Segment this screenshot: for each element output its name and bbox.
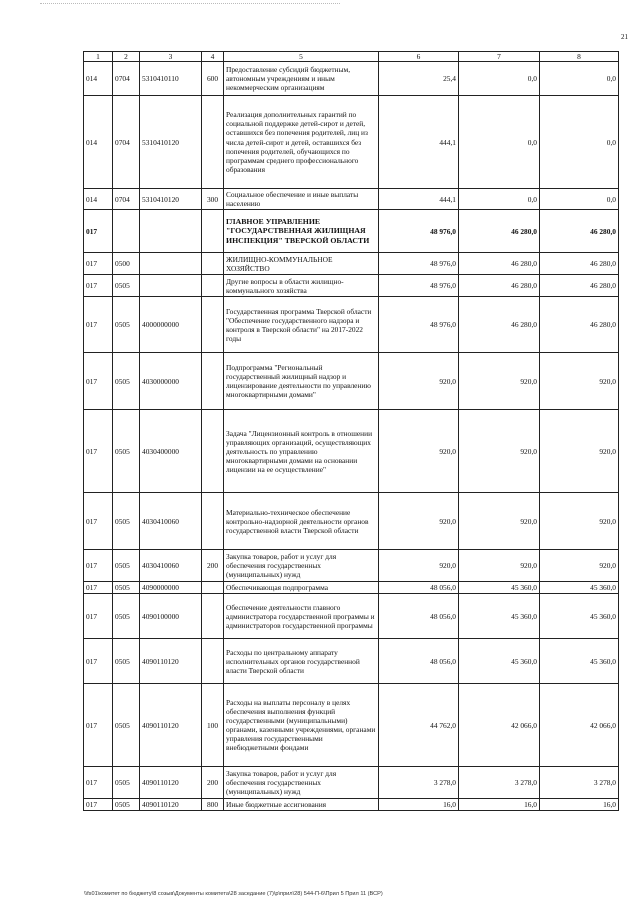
- amount-col7-cell: 45 360,0: [459, 582, 540, 594]
- table-header-row: [84, 52, 619, 62]
- admin-code-cell: 017: [84, 639, 113, 684]
- article-code-cell: [140, 275, 202, 297]
- section-code-cell: 0505: [113, 353, 140, 410]
- article-code-cell: 4000000000: [140, 297, 202, 353]
- section-code-cell: 0505: [113, 297, 140, 353]
- admin-code-cell: 017: [84, 550, 113, 582]
- admin-code-cell: 014: [84, 96, 113, 189]
- expense-type-cell: [202, 275, 224, 297]
- expense-type-cell: [202, 493, 224, 550]
- article-code-cell: 5310410110: [140, 62, 202, 96]
- column-header-5: 5: [224, 52, 379, 62]
- admin-code-cell: 017: [84, 493, 113, 550]
- amount-col8-cell: 3 278,0: [540, 767, 619, 799]
- item-name-cell: Социальное обеспечение и иные выплаты населению: [224, 189, 379, 210]
- scan-artifact-line: [40, 3, 340, 5]
- expense-type-cell: [202, 582, 224, 594]
- page-number: 21: [621, 33, 628, 41]
- table-row: [84, 799, 619, 811]
- item-name-cell: Подпрограмма "Региональный государственный жилищный надзор и лицензирование деятельности по управлению многоквартирными домами": [224, 353, 379, 410]
- column-header-8: 8: [540, 52, 619, 62]
- amount-col8-cell: 45 360,0: [540, 594, 619, 639]
- item-name-cell: Обеспечение деятельности главного администратора государственной программы и администраторов государственной программы: [224, 594, 379, 639]
- table-row: [84, 639, 619, 684]
- admin-code-cell: 017: [84, 275, 113, 297]
- amount-col8-cell: 0,0: [540, 189, 619, 210]
- table-body: [84, 62, 619, 811]
- admin-code-cell: 017: [84, 582, 113, 594]
- expense-type-cell: [202, 353, 224, 410]
- section-code-cell: 0505: [113, 594, 140, 639]
- amount-col7-cell: 920,0: [459, 550, 540, 582]
- amount-col8-cell: 46 280,0: [540, 210, 619, 253]
- section-code-cell: 0505: [113, 767, 140, 799]
- column-header-3: 3: [140, 52, 202, 62]
- table-row: [84, 96, 619, 189]
- column-header-2: 2: [113, 52, 140, 62]
- amount-col6-cell: 920,0: [379, 410, 459, 493]
- article-code-cell: 4030410060: [140, 493, 202, 550]
- amount-col7-cell: 0,0: [459, 189, 540, 210]
- section-code-cell: 0505: [113, 684, 140, 767]
- article-code-cell: 5310410120: [140, 96, 202, 189]
- item-name-cell: Предоставление субсидий бюджетным, автономным учреждениям и иным некоммерческим организациям: [224, 62, 379, 96]
- table-row: [84, 410, 619, 493]
- table-row: [84, 62, 619, 96]
- item-name-cell: Иные бюджетные ассигнования: [224, 799, 379, 811]
- section-code-cell: 0505: [113, 582, 140, 594]
- expense-type-cell: 300: [202, 189, 224, 210]
- item-name-cell: Расходы по центральному аппарату исполнительных органов государственной власти Тверской области: [224, 639, 379, 684]
- expense-type-cell: [202, 594, 224, 639]
- expense-type-cell: 600: [202, 62, 224, 96]
- file-path-footer: \\fs01\комитет по бюджету\8 созыв\Документы комитета\28 заседание (7)\р\прил\28) 544-П-6\Прил 5 Прил 11 (ВСР): [84, 891, 383, 897]
- amount-col6-cell: 48 976,0: [379, 253, 459, 275]
- admin-code-cell: 014: [84, 62, 113, 96]
- amount-col6-cell: 444,1: [379, 189, 459, 210]
- section-code-cell: 0505: [113, 799, 140, 811]
- amount-col7-cell: 3 278,0: [459, 767, 540, 799]
- table-row: [84, 684, 619, 767]
- amount-col6-cell: 44 762,0: [379, 684, 459, 767]
- item-name-cell: Реализация дополнительных гарантий по социальной поддержке детей-сирот и детей, оставшихся без попечения родителей, лиц из числа детей-сирот и детей, оставшихся без попечения родителей, обучающихся по программам среднего профессионального образования: [224, 96, 379, 189]
- section-code-cell: [113, 210, 140, 253]
- amount-col8-cell: 42 066,0: [540, 684, 619, 767]
- expense-type-cell: 800: [202, 799, 224, 811]
- amount-col7-cell: 16,0: [459, 799, 540, 811]
- amount-col8-cell: 920,0: [540, 410, 619, 493]
- amount-col8-cell: 46 280,0: [540, 275, 619, 297]
- expense-type-cell: 200: [202, 550, 224, 582]
- section-code-cell: 0500: [113, 253, 140, 275]
- amount-col8-cell: 0,0: [540, 62, 619, 96]
- table-row: [84, 210, 619, 253]
- article-code-cell: 4090100000: [140, 594, 202, 639]
- section-code-cell: 0505: [113, 639, 140, 684]
- expense-type-cell: [202, 253, 224, 275]
- amount-col7-cell: 920,0: [459, 410, 540, 493]
- admin-code-cell: 017: [84, 210, 113, 253]
- article-code-cell: 4090000000: [140, 582, 202, 594]
- expense-type-cell: 100: [202, 684, 224, 767]
- article-code-cell: 4030400000: [140, 410, 202, 493]
- article-code-cell: 4090110120: [140, 799, 202, 811]
- table-row: [84, 275, 619, 297]
- expense-type-cell: [202, 639, 224, 684]
- item-name-cell: Расходы на выплаты персоналу в целях обеспечения выполнения функций государственными (муниципальными) органами, казенными учреждениями, органами управления государственными внебюджетными фондами: [224, 684, 379, 767]
- admin-code-cell: 017: [84, 767, 113, 799]
- section-code-cell: 0704: [113, 96, 140, 189]
- amount-col7-cell: 46 280,0: [459, 253, 540, 275]
- amount-col6-cell: 920,0: [379, 493, 459, 550]
- amount-col8-cell: 0,0: [540, 96, 619, 189]
- article-code-cell: [140, 210, 202, 253]
- amount-col8-cell: 920,0: [540, 550, 619, 582]
- amount-col7-cell: 0,0: [459, 62, 540, 96]
- amount-col6-cell: 48 976,0: [379, 297, 459, 353]
- admin-code-cell: 017: [84, 297, 113, 353]
- amount-col7-cell: 46 280,0: [459, 275, 540, 297]
- expense-type-cell: [202, 210, 224, 253]
- table-row: [84, 253, 619, 275]
- section-code-cell: 0505: [113, 550, 140, 582]
- amount-col6-cell: 48 056,0: [379, 582, 459, 594]
- expense-type-cell: 200: [202, 767, 224, 799]
- expense-type-cell: [202, 297, 224, 353]
- article-code-cell: 4030000000: [140, 353, 202, 410]
- section-code-cell: 0505: [113, 275, 140, 297]
- article-code-cell: 4090110120: [140, 684, 202, 767]
- amount-col6-cell: 48 976,0: [379, 275, 459, 297]
- item-name-cell: Обеспечивающая подпрограмма: [224, 582, 379, 594]
- item-name-cell: Другие вопросы в области жилищно-коммунального хозяйства: [224, 275, 379, 297]
- article-code-cell: 4090110120: [140, 767, 202, 799]
- amount-col7-cell: 45 360,0: [459, 594, 540, 639]
- item-name-cell: Закупка товаров, работ и услуг для обеспечения государственных (муниципальных) нужд: [224, 550, 379, 582]
- item-name-cell: Задача "Лицензионный контроль в отношении управляющих организаций, осуществляющих деятельность по управлению многоквартирными домами на основании лицензии на ее осуществление": [224, 410, 379, 493]
- admin-code-cell: 014: [84, 189, 113, 210]
- amount-col7-cell: 46 280,0: [459, 210, 540, 253]
- amount-col6-cell: 444,1: [379, 96, 459, 189]
- table-row: [84, 493, 619, 550]
- table-row: [84, 550, 619, 582]
- expense-type-cell: [202, 96, 224, 189]
- amount-col8-cell: 46 280,0: [540, 253, 619, 275]
- column-header-1: 1: [84, 52, 113, 62]
- admin-code-cell: 017: [84, 684, 113, 767]
- table-row: [84, 767, 619, 799]
- column-header-7: 7: [459, 52, 540, 62]
- expense-type-cell: [202, 410, 224, 493]
- amount-col8-cell: 920,0: [540, 493, 619, 550]
- item-name-cell: ГЛАВНОЕ УПРАВЛЕНИЕ "ГОСУДАРСТВЕННАЯ ЖИЛИЩНАЯ ИНСПЕКЦИЯ" ТВЕРСКОЙ ОБЛАСТИ: [224, 210, 379, 253]
- admin-code-cell: 017: [84, 253, 113, 275]
- amount-col7-cell: 46 280,0: [459, 297, 540, 353]
- article-code-cell: 5310410120: [140, 189, 202, 210]
- table-row: [84, 582, 619, 594]
- amount-col7-cell: 45 360,0: [459, 639, 540, 684]
- amount-col8-cell: 46 280,0: [540, 297, 619, 353]
- section-code-cell: 0704: [113, 189, 140, 210]
- article-code-cell: [140, 253, 202, 275]
- amount-col6-cell: 48 056,0: [379, 594, 459, 639]
- table-row: [84, 594, 619, 639]
- amount-col8-cell: 16,0: [540, 799, 619, 811]
- item-name-cell: Государственная программа Тверской области "Обеспечение государственного надзора и контроля в Тверской области" на 2017-2022 годы: [224, 297, 379, 353]
- amount-col8-cell: 45 360,0: [540, 582, 619, 594]
- amount-col7-cell: 0,0: [459, 96, 540, 189]
- table-row: [84, 297, 619, 353]
- amount-col6-cell: 48 976,0: [379, 210, 459, 253]
- item-name-cell: Закупка товаров, работ и услуг для обеспечения государственных (муниципальных) нужд: [224, 767, 379, 799]
- amount-col6-cell: 3 278,0: [379, 767, 459, 799]
- article-code-cell: 4030410060: [140, 550, 202, 582]
- section-code-cell: 0505: [113, 410, 140, 493]
- item-name-cell: ЖИЛИЩНО-КОММУНАЛЬНОЕ ХОЗЯЙСТВО: [224, 253, 379, 275]
- amount-col8-cell: 45 360,0: [540, 639, 619, 684]
- admin-code-cell: 017: [84, 594, 113, 639]
- column-header-6: 6: [379, 52, 459, 62]
- amount-col7-cell: 920,0: [459, 353, 540, 410]
- table-row: [84, 353, 619, 410]
- amount-col6-cell: 16,0: [379, 799, 459, 811]
- budget-table: [83, 51, 619, 811]
- admin-code-cell: 017: [84, 410, 113, 493]
- article-code-cell: 4090110120: [140, 639, 202, 684]
- amount-col7-cell: 920,0: [459, 493, 540, 550]
- item-name-cell: Материально-техническое обеспечение контрольно-надзорной деятельности органов государственной власти Тверской области: [224, 493, 379, 550]
- column-header-4: 4: [202, 52, 224, 62]
- amount-col8-cell: 920,0: [540, 353, 619, 410]
- section-code-cell: 0505: [113, 493, 140, 550]
- table-row: [84, 189, 619, 210]
- amount-col6-cell: 48 056,0: [379, 639, 459, 684]
- amount-col7-cell: 42 066,0: [459, 684, 540, 767]
- amount-col6-cell: 920,0: [379, 550, 459, 582]
- amount-col6-cell: 25,4: [379, 62, 459, 96]
- admin-code-cell: 017: [84, 353, 113, 410]
- admin-code-cell: 017: [84, 799, 113, 811]
- section-code-cell: 0704: [113, 62, 140, 96]
- amount-col6-cell: 920,0: [379, 353, 459, 410]
